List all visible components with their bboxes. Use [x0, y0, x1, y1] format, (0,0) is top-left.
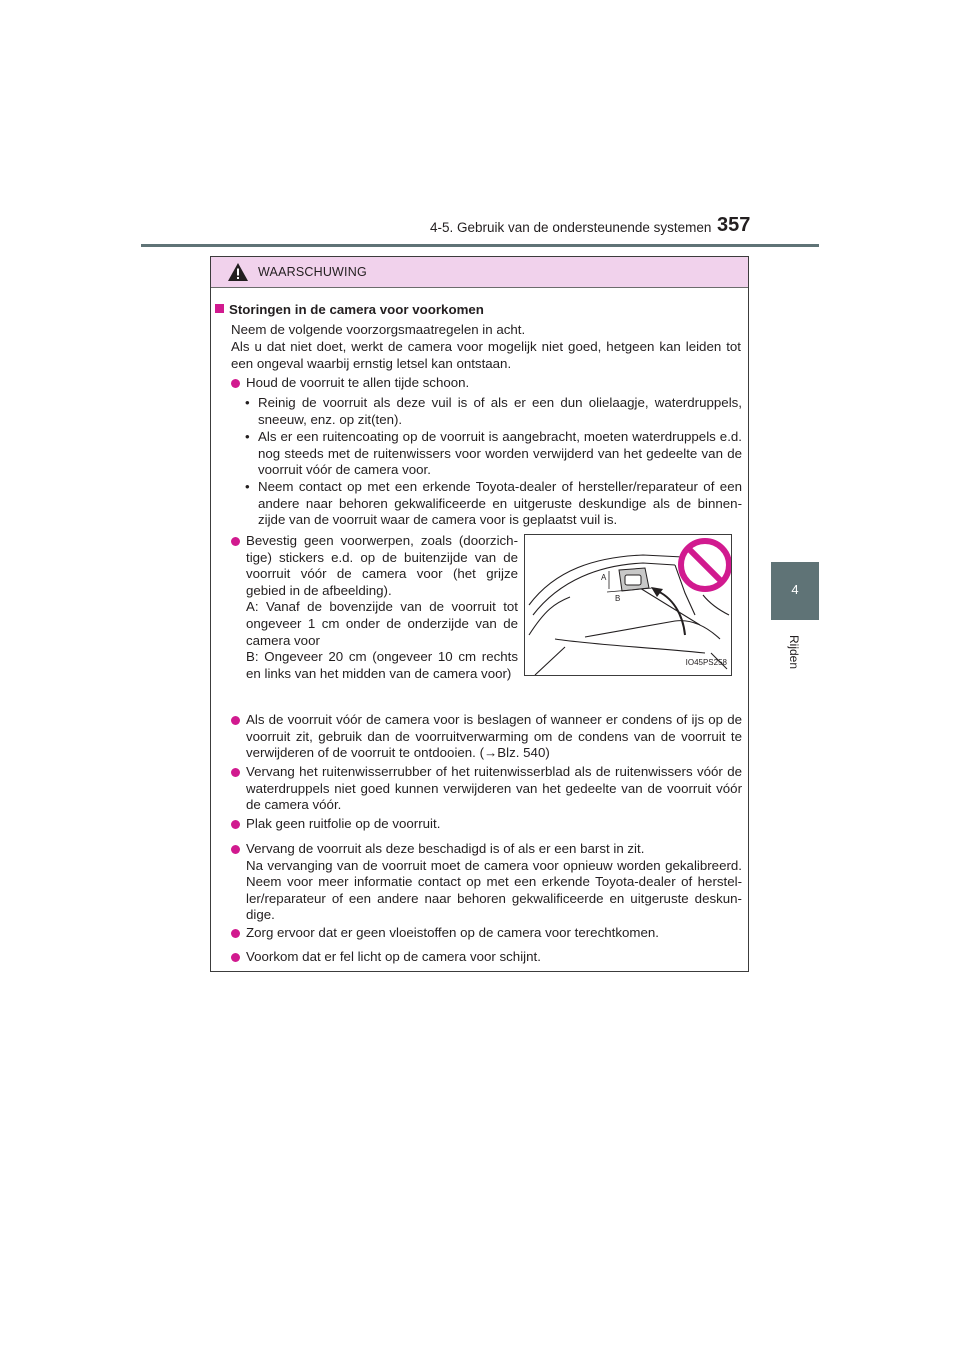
bullet-dot-icon	[231, 953, 240, 962]
page-number: 357	[717, 214, 751, 236]
warning-triangle-icon	[227, 262, 249, 282]
label-a: A	[601, 573, 607, 582]
bullet-dot-icon	[231, 537, 240, 546]
warning-label: WAARSCHUWING	[258, 265, 367, 279]
sub-bullet-1: • Reinig de voorruit als deze vuil is of als er een dun olielaagje, waterdruppels, sneeuw, enz. op zit(ten).	[245, 395, 742, 427]
label-b: B	[615, 594, 621, 603]
chapter-label: Rijden	[787, 635, 801, 670]
sub-bullet-2: • Als er een ruitencoating op de voorruit is aangebracht, moeten waterdruppels e.d. nog steeds met de ruitenwissers voor worden verwijderd van het gedeelte van de voorruit vóór de camera voor.	[245, 429, 742, 478]
intro-text-2: Als u dat niet doet, werkt de camera voor mogelijk niet goed, hetgeen kan leiden tot een ongeval waarbij ernstig letsel kan ontstaan.	[231, 339, 741, 371]
bullet-no-stickers: Bevestig geen voorwerpen, zoals (doorzich-tige) stickers e.d. op de buitenzijde van de voorruit vóór de camera voor (het grijze gebied in de afbeelding). A: Vanaf de bovenzijde van de voorruit tot ongeveer 1 cm onder de onderzijde van de camera voor B: Ongeveer 20 cm (ongeveer 10 cm rechts en links van het midden van de camera voor)	[231, 533, 518, 682]
bullet-keep-clean: Houd de voorruit te allen tijde schoon.	[231, 375, 742, 392]
figure-code: IO45PS258	[685, 658, 727, 668]
section-heading: Storingen in de camera voor voorkomen	[215, 302, 484, 319]
bullet-dot-icon	[231, 768, 240, 777]
bullet-dot-icon	[231, 716, 240, 725]
chapter-number: 4	[791, 582, 799, 597]
bullet-dot-icon	[231, 845, 240, 854]
warning-header	[211, 257, 748, 288]
bullet-dot-icon	[231, 820, 240, 829]
windshield-illustration-svg	[525, 535, 731, 675]
bullet-no-film: Plak geen ruitfolie op de voorruit.	[231, 816, 742, 833]
bullet-no-liquids: Zorg ervoor dat er geen vloeistoffen op de camera voor terechtkomen.	[231, 925, 742, 942]
intro-text-1: Neem de volgende voorzorgsmaatregelen in acht.	[231, 322, 526, 337]
warning-box	[210, 256, 749, 972]
header-rule	[141, 244, 819, 247]
prohibited-icon	[681, 541, 729, 589]
bullet-defrost: Als de voorruit vóór de camera voor is beslagen of wanneer er condens of ijs op de voorruit zit, gebruik dan de voorruitverwarming om de condens van de voorruit te verwijderen of de voorruit te ontdooien. (→Blz. 540)	[231, 712, 742, 762]
chapter-tab	[771, 562, 819, 620]
bullet-no-bright-light: Voorkom dat er fel licht op de camera voor schijnt.	[231, 949, 742, 966]
square-bullet-icon	[215, 304, 224, 313]
section-title: 4-5. Gebruik van de ondersteunende systemen	[430, 220, 712, 235]
bullet-dot-icon	[231, 379, 240, 388]
sub-bullet-3: • Neem contact op met een erkende Toyota-dealer of hersteller/reparateur of een andere naar behoren gekwalificeerde en uitgeruste deskundige als de binnen-zijde van de voorruit waar de camera voor is geplaatst vuil is.	[245, 479, 742, 528]
bullet-dot-icon	[231, 929, 240, 938]
windshield-camera-illustration	[524, 534, 732, 676]
bullet-replace-windshield: Vervang de voorruit als deze beschadigd is of als er een barst in zit. Na vervanging van de voorruit moet de camera voor opnieuw worden gekalibreerd. Neem voor meer informatie contact op met een erkende Toyota-dealer of herstel-ler/reparateur of een andere naar behoren gekwalificeerde en uitgeruste deskun-dige.	[231, 841, 742, 924]
bullet-wiper-rubber: Vervang het ruitenwisserrubber of het ruitenwisserblad als de ruitenwissers vóór de waterdruppels niet goed kunnen verwijderen van het gedeelte van de voorruit vóór de camera vóór.	[231, 764, 742, 814]
